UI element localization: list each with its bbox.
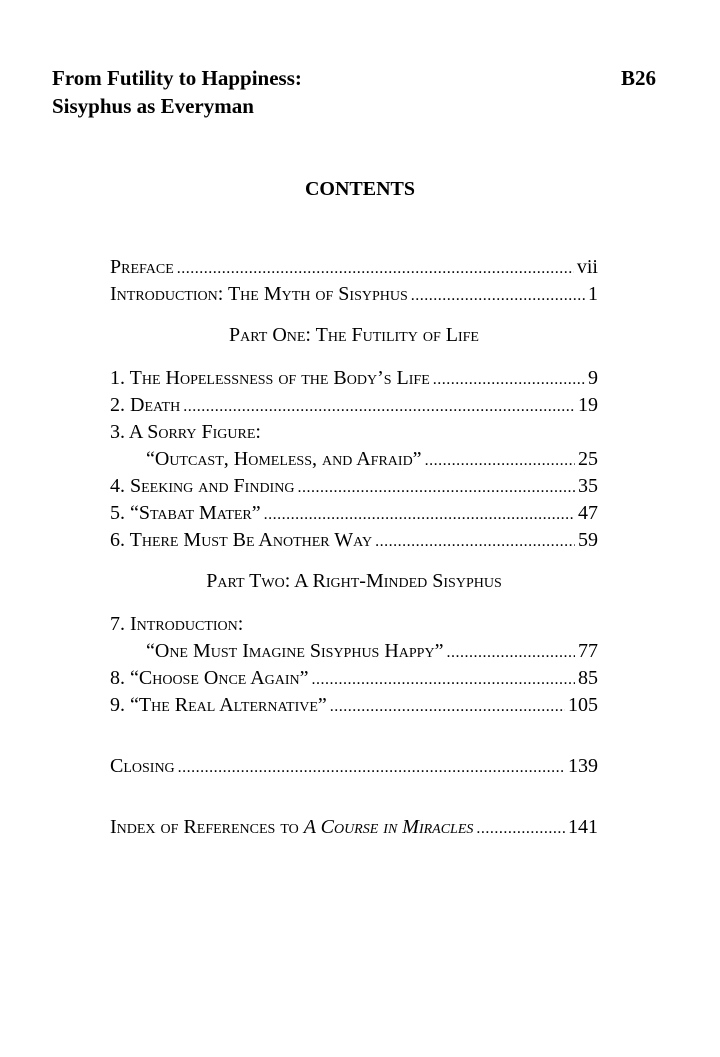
leader-dots xyxy=(178,754,565,781)
toc-entry-chapter-2[interactable] xyxy=(110,392,598,419)
part-one-heading: Part One: The Futility of Life xyxy=(229,324,479,346)
leader-dots xyxy=(411,282,585,309)
toc-entry-page: 105 xyxy=(568,694,598,716)
toc-entry-title: 8. “Choose Once Again” xyxy=(110,667,309,689)
toc-entry-page: 35 xyxy=(578,475,598,497)
leader-dots xyxy=(264,501,575,528)
toc-entry-index[interactable] xyxy=(110,814,598,841)
toc-entry-closing[interactable] xyxy=(110,753,598,780)
toc-entry-title: Introduction: The Myth of Sisyphus xyxy=(110,283,408,305)
toc-entry-page: 25 xyxy=(578,448,598,470)
toc-entry-page: 9 xyxy=(588,367,598,389)
leader-dots xyxy=(446,639,575,666)
toc-entry-page: 77 xyxy=(578,640,598,662)
index-title-italic: A Course in Miracles xyxy=(303,816,474,838)
toc-entry-title: 9. “The Real Alternative” xyxy=(110,694,327,716)
toc-entry-page: 141 xyxy=(568,816,598,838)
toc-entry-page: 19 xyxy=(578,394,598,416)
toc-entry-page: 1 xyxy=(588,283,598,305)
leader-dots xyxy=(312,666,575,693)
leader-dots xyxy=(330,693,565,720)
leader-dots xyxy=(476,815,565,842)
toc-entry-page: 59 xyxy=(578,529,598,551)
part-two-heading: Part Two: A Right-Minded Sisyphus xyxy=(206,570,502,592)
leader-dots xyxy=(375,528,575,555)
toc-entry-chapter-7[interactable] xyxy=(110,638,598,665)
toc-entry-title: Preface xyxy=(110,256,174,278)
toc-entry-chapter-5[interactable] xyxy=(110,500,598,527)
toc-entry-title: 6. There Must Be Another Way xyxy=(110,529,373,551)
toc-entry-title: 5. “Stabat Mater” xyxy=(110,502,261,524)
toc-entry-chapter-9[interactable] xyxy=(110,692,598,719)
running-title xyxy=(52,64,302,120)
toc-entry-preface[interactable] xyxy=(110,254,598,281)
toc-entry-title xyxy=(110,814,473,841)
toc-entry-title: 2. Death xyxy=(110,394,181,416)
page-code: B26 xyxy=(620,66,656,90)
leader-dots xyxy=(177,255,574,282)
toc-entry-page: 47 xyxy=(578,502,598,524)
index-title-prefix: Index of References to xyxy=(110,816,304,838)
toc-entry-title: “One Must Imagine Sisyphus Happy” xyxy=(146,640,444,662)
table-of-contents xyxy=(110,254,598,841)
toc-entry-page: 85 xyxy=(578,667,598,689)
leader-dots xyxy=(297,474,575,501)
running-title-line2: Sisyphus as Everyman xyxy=(52,94,254,118)
toc-entry-chapter-3-line1[interactable]: 3. A Sorry Figure: xyxy=(110,421,261,443)
toc-entry-page: 139 xyxy=(568,755,598,777)
toc-entry-introduction[interactable] xyxy=(110,281,598,308)
contents-heading: CONTENTS xyxy=(304,178,416,200)
toc-entry-chapter-3[interactable] xyxy=(110,446,598,473)
toc-entry-chapter-4[interactable] xyxy=(110,473,598,500)
toc-entry-chapter-1[interactable] xyxy=(110,365,598,392)
toc-entry-chapter-7-line1[interactable]: 7. Introduction: xyxy=(110,613,244,635)
toc-entry-chapter-6[interactable] xyxy=(110,527,598,554)
leader-dots xyxy=(433,366,585,393)
toc-entry-title: 1. The Hopelessness of the Body’s Life xyxy=(110,367,430,389)
toc-entry-title: Closing xyxy=(110,755,175,777)
toc-entry-title: “Outcast, Homeless, and Afraid” xyxy=(146,448,422,470)
toc-entry-chapter-8[interactable] xyxy=(110,665,598,692)
toc-entry-page: vii xyxy=(576,256,598,278)
leader-dots xyxy=(183,393,575,420)
toc-entry-title: 4. Seeking and Finding xyxy=(110,475,295,497)
leader-dots xyxy=(425,447,575,474)
running-title-line1: From Futility to Happiness: xyxy=(52,66,302,90)
